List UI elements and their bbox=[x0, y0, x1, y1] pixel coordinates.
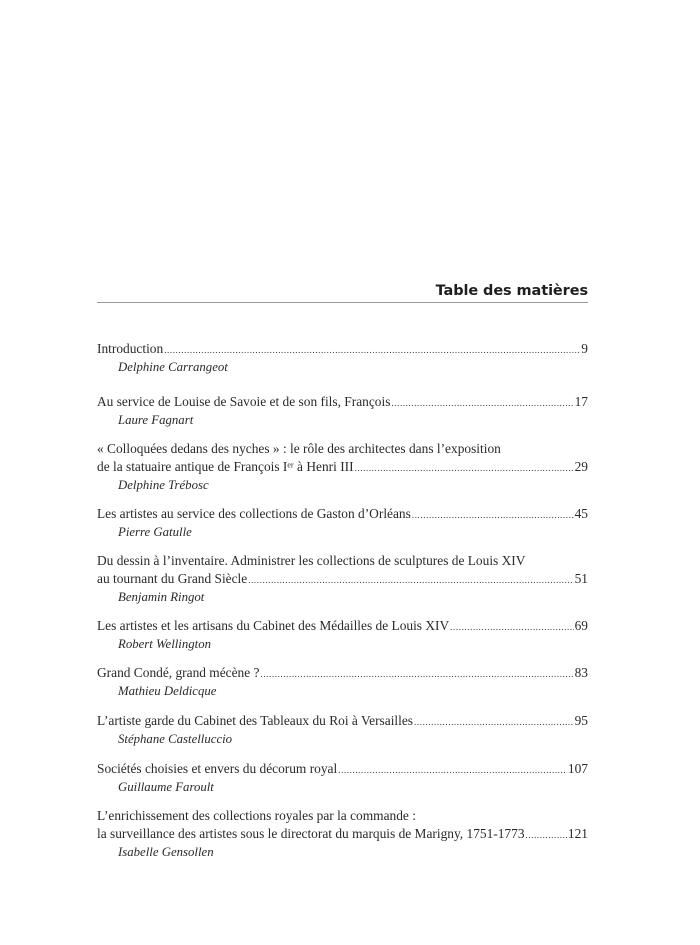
entry-author: Delphine Trébosc bbox=[118, 478, 209, 492]
toc-entry[interactable] bbox=[97, 505, 588, 541]
entry-author: Robert Wellington bbox=[118, 637, 212, 651]
page-number: 121 bbox=[567, 826, 588, 841]
entry-title: Du dessin à l’inventaire. Administrer les collections de sculptures de Louis XIV bbox=[97, 553, 526, 568]
entry-title: L’artiste garde du Cabinet des Tableaux du Roi à Versailles bbox=[97, 713, 414, 728]
toc-entry[interactable] bbox=[97, 552, 588, 606]
entry-author: Stéphane Castelluccio bbox=[118, 732, 233, 746]
leader-dots bbox=[414, 713, 574, 731]
page-number: 83 bbox=[574, 665, 588, 680]
page-number: 107 bbox=[567, 761, 588, 776]
entry-title: « Colloquées dedans des nyches » : le rôle des architectes dans l’exposition bbox=[97, 441, 501, 456]
toc-entry[interactable] bbox=[97, 664, 588, 700]
heading-rule bbox=[97, 302, 588, 303]
entry-title: au tournant du Grand Siècle bbox=[97, 571, 248, 586]
entry-author: Delphine Carrangeot bbox=[118, 360, 228, 374]
entry-title: Les artistes au service des collections de Gaston d’Orléans bbox=[97, 506, 411, 521]
page-number: 45 bbox=[574, 506, 588, 521]
page-number: 95 bbox=[574, 713, 588, 728]
entry-title: Introduction bbox=[97, 341, 164, 356]
entry-title: L’enrichissement des collections royales par la commande : bbox=[97, 808, 416, 823]
toc-entry[interactable] bbox=[97, 807, 588, 861]
entry-author: Laure Fagnart bbox=[118, 413, 194, 427]
page-number: 29 bbox=[574, 459, 588, 474]
page-title: Table des matières bbox=[435, 283, 588, 299]
leader-dots bbox=[450, 618, 573, 636]
page-number: 17 bbox=[574, 394, 588, 409]
toc-entry[interactable] bbox=[97, 760, 588, 796]
entry-title: Au service de Louise de Savoie et de son fils, François bbox=[97, 394, 391, 409]
page-number: 9 bbox=[581, 341, 588, 356]
entry-author: Guillaume Faroult bbox=[118, 780, 214, 794]
entry-title: Sociétés choisies et envers du décorum royal bbox=[97, 761, 338, 776]
entry-author: Mathieu Deldicque bbox=[118, 684, 217, 698]
entry-author: Isabelle Gensollen bbox=[118, 845, 214, 859]
leader-dots bbox=[164, 341, 580, 359]
entry-author: Pierre Gatulle bbox=[118, 525, 192, 539]
leader-dots bbox=[526, 826, 567, 844]
leader-dots bbox=[391, 394, 573, 412]
toc-entry[interactable] bbox=[97, 712, 588, 748]
leader-dots bbox=[338, 761, 567, 779]
toc-entry[interactable] bbox=[97, 340, 588, 376]
entry-title: de la statuaire antique de François Iᵉʳ à Henri III bbox=[97, 459, 354, 474]
toc-entry[interactable] bbox=[97, 440, 588, 494]
page-number: 69 bbox=[574, 618, 588, 633]
entry-title: Grand Condé, grand mécène ? bbox=[97, 665, 260, 680]
entry-title: Les artistes et les artisans du Cabinet des Médailles de Louis XIV bbox=[97, 618, 450, 633]
toc-entry[interactable] bbox=[97, 393, 588, 429]
entry-title: la surveillance des artistes sous le directorat du marquis de Marigny, 1751-1773 bbox=[97, 826, 525, 841]
leader-dots bbox=[260, 665, 573, 683]
entry-author: Benjamin Ringot bbox=[118, 590, 205, 604]
leader-dots bbox=[412, 506, 574, 524]
page-number: 51 bbox=[574, 571, 588, 586]
leader-dots bbox=[248, 571, 573, 589]
leader-dots bbox=[355, 459, 574, 477]
toc-entry[interactable] bbox=[97, 617, 588, 653]
